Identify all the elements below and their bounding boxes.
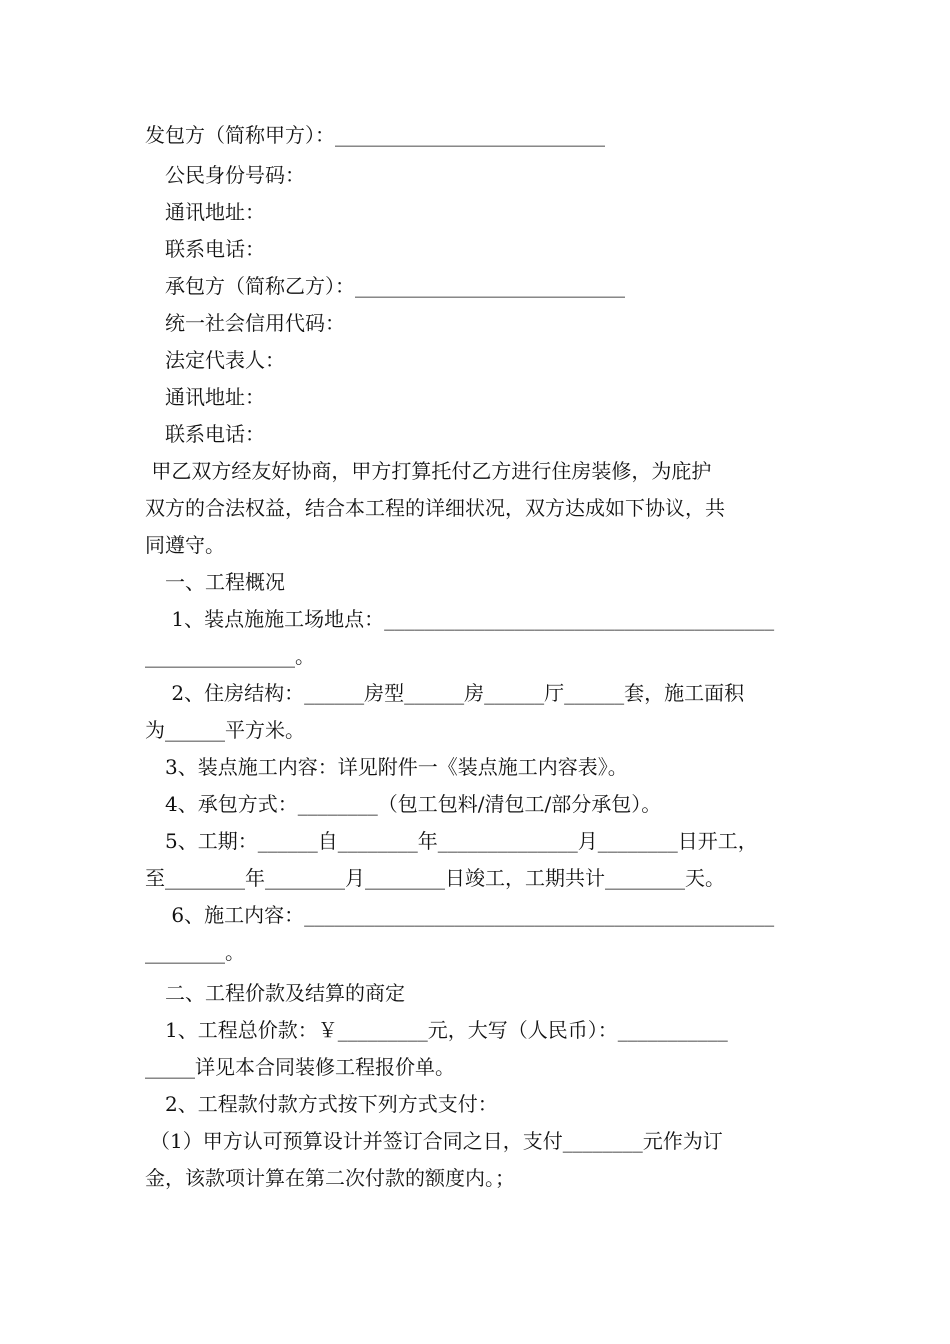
- party-b-line: 承包方（简称乙方）：___________________________: [165, 274, 625, 298]
- citizen-id-line: 公民身份号码：: [165, 163, 305, 187]
- payment-method-line: 2、工程款付款方式按下列方式支付：: [165, 1092, 498, 1116]
- section-2-heading: 二、工程价款及结算的商定: [165, 981, 405, 1005]
- deposit-clause-line: （1）甲方认可预算设计并签订合同之日，支付________元作为订: [150, 1129, 723, 1153]
- site-location-cont: _______________。: [145, 644, 315, 668]
- preamble-line-2: 双方的合法权益，结合本工程的详细状况，双方达成如下协议，共: [145, 496, 725, 520]
- house-structure-cont: 为______平方米。: [145, 718, 305, 742]
- party-b-phone-line: 联系电话：: [165, 422, 265, 446]
- work-content-ref-line: 3、装点施工内容：详见附件一《装点施工内容表》。: [165, 755, 628, 779]
- credit-code-line: 统一社会信用代码：: [165, 311, 345, 335]
- schedule-line: 5、工期：______自________年______________月________日开工，: [165, 829, 758, 853]
- party-a-address-line: 通讯地址：: [165, 200, 265, 224]
- schedule-cont: 至________年________月________日竣工，工期共计________天。: [145, 866, 725, 890]
- site-location-line: 1、装点施施工场地点：_______________________________________: [165, 607, 775, 631]
- total-price-cont: _____详见本合同装修工程报价单。: [145, 1055, 455, 1079]
- legal-rep-line: 法定代表人：: [165, 348, 285, 372]
- construction-content-line: 6、施工内容：_______________________________________________: [165, 903, 775, 927]
- section-1-heading: 一、工程概况: [165, 570, 285, 594]
- preamble-line-1: 甲乙双方经友好协商，甲方打算托付乙方进行住房装修，为庇护: [145, 459, 712, 483]
- deposit-clause-cont: 金，该款项计算在第二次付款的额度内。；: [145, 1166, 515, 1190]
- total-price-line: 1、工程总价款：￥_________元，大写（人民币）：___________: [165, 1018, 728, 1042]
- party-a-phone-line: 联系电话：: [165, 237, 265, 261]
- contract-mode-line: 4、承包方式：________（包工包料/清包工/部分承包）。: [165, 792, 662, 816]
- party-b-address-line: 通讯地址：: [165, 385, 265, 409]
- construction-content-cont: ________。: [145, 940, 245, 964]
- party-a-line: 发包方（简称甲方）：___________________________: [145, 123, 605, 147]
- house-structure-line: 2、住房结构：______房型______房______厅______套，施工面积: [165, 681, 745, 705]
- preamble-line-3: 同遵守。: [145, 533, 225, 557]
